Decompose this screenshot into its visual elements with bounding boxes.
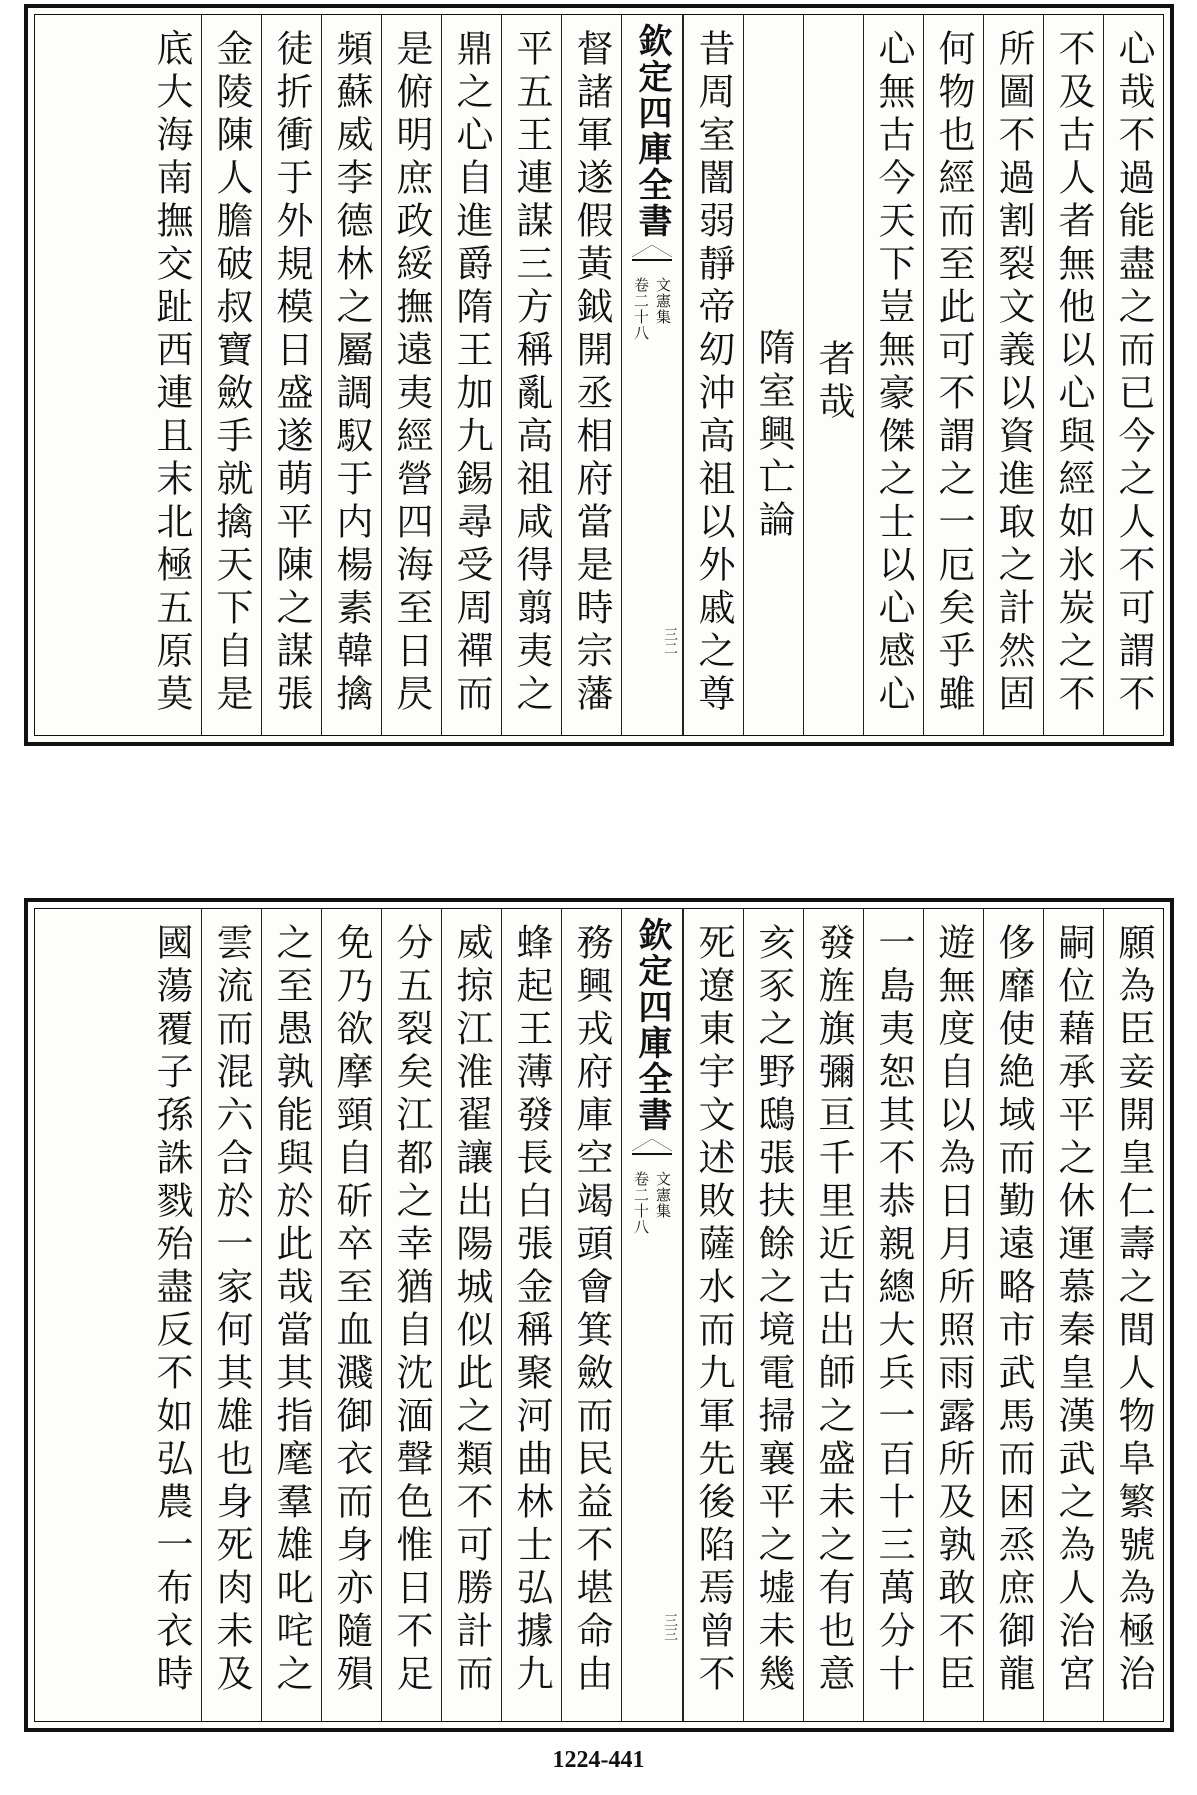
fish-tail-icon	[632, 245, 672, 271]
text-column: 國蕩覆子孫誅戮殆盡反不如弘農一布衣時	[150, 923, 193, 1697]
margin-info	[631, 1171, 673, 1235]
margin-page-number: 三二	[662, 627, 678, 655]
margin-collection: 文憲集	[654, 1171, 672, 1219]
text-column: 之至愚孰能與於此哉當其指麾羣雄叱咤之	[261, 909, 321, 1721]
text-column: 遊無度自以為日月所照雨露所及孰敢不臣	[923, 909, 983, 1721]
text-column: 頻蘇威李德林之屬調馭于内楊素韓擒	[321, 15, 381, 735]
text-column: 不及古人者無他以心與經如氷炭之不	[1043, 15, 1103, 735]
margin-page-number: 三三	[662, 1613, 678, 1641]
fish-tail-icon	[632, 1139, 672, 1165]
text-column: 督諸軍遂假黃鉞開丞相府當是時宗藩	[561, 15, 621, 735]
margin-header: 欽定四庫全書	[632, 917, 672, 1133]
text-column: 威掠江淮翟讓出陽城似此之類不可勝計而	[441, 909, 501, 1721]
text-column: 雲流而混六合於一家何其雄也身死肉未及	[201, 909, 261, 1721]
top-page-frame	[34, 14, 1164, 736]
text-column: 者哉	[803, 15, 863, 735]
center-margin-column	[621, 15, 683, 735]
text-column: 發旌旗彌亘千里近古出師之盛未之有也意	[803, 909, 863, 1721]
text-column: 務興戎府庫空竭頭會箕斂而民益不堪命由	[561, 909, 621, 1721]
text-column: 何物也經而至此可不謂之一厄矣乎雖	[923, 15, 983, 735]
page-footer-number: 1224-441	[552, 1747, 645, 1773]
text-column: 心哉不過能盡之而已今之人不可謂不	[1103, 15, 1163, 735]
essay-title: 隋室興亡論	[743, 15, 803, 735]
bottom-page-panel	[24, 898, 1174, 1732]
margin-header: 欽定四庫全書	[632, 23, 672, 239]
text-column: 昔周室闇弱靜帝㓜沖高祖以外戚之尊	[683, 15, 743, 735]
text-column: 所圖不過割裂文義以資進取之計然固	[983, 15, 1043, 735]
text-column: 心無古今天下豈無豪傑之士以心感心	[863, 15, 923, 735]
bottom-page-frame	[34, 908, 1164, 1722]
text-column: 平五王連謀三方稱亂高祖咸得翦夷之	[501, 15, 561, 735]
text-column: 免乃欲摩頸自斫卒至血濺御衣而身亦隨殞	[321, 909, 381, 1721]
text-column: 死遼東宇文述敗薩水而九軍先後陷焉曾不	[683, 909, 743, 1721]
margin-volume: 卷二十八	[632, 277, 650, 341]
text-column: 願為臣妾開皇仁壽之間人物阜繁號為極治	[1103, 909, 1163, 1721]
center-margin-column	[621, 909, 683, 1721]
text-column: 金陵陳人膽破叔寶斂手就擒天下自是	[201, 15, 261, 735]
top-page-panel	[24, 4, 1174, 746]
text-column: 鼎之心自進爵隋王加九錫尋受周禪而	[441, 15, 501, 735]
text-column: 蜂起王薄發長白張金稱聚河曲林士弘據九	[501, 909, 561, 1721]
text-column: 底大海南撫交趾西連且末北極五原莫	[150, 29, 193, 717]
margin-volume: 卷二十八	[632, 1171, 650, 1235]
text-column: 侈靡使絶域而勤遠略市武馬而困烝庶御龍	[983, 909, 1043, 1721]
text-column: 分五裂矣江都之幸猶自沈湎聲色惟日不足	[381, 909, 441, 1721]
text-column: 一島夷恕其不恭親總大兵一百十三萬分十	[863, 909, 923, 1721]
margin-info	[631, 277, 673, 341]
margin-collection: 文憲集	[654, 277, 672, 325]
text-column: 嗣位藉承平之休運慕秦皇漢武之為人治宮	[1043, 909, 1103, 1721]
text-column: 是俯明庶政綏撫遠夷經營四海至日昃	[381, 15, 441, 735]
text-column: 亥豕之野鴟張扶餘之境電掃襄平之墟未幾	[743, 909, 803, 1721]
text-column: 徒折衝于外規模日盛遂萌平陳之謀張	[261, 15, 321, 735]
